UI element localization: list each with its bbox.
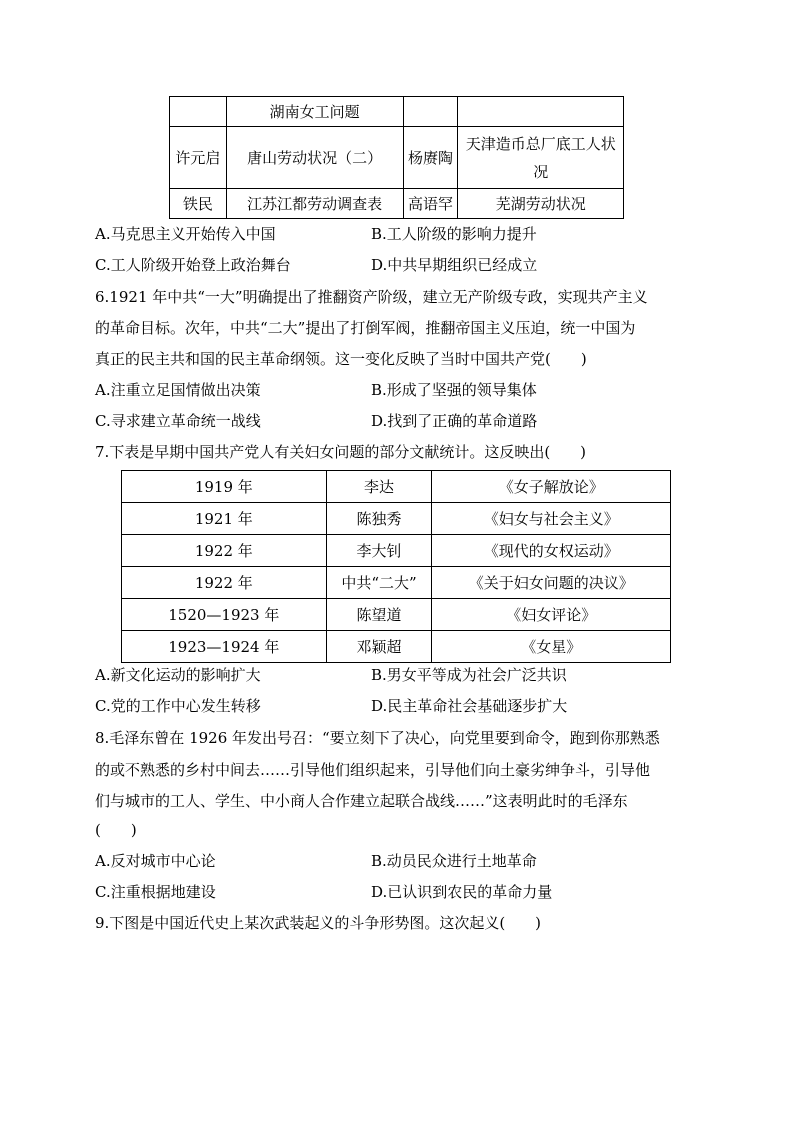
table-cell: 1921 年 [122, 503, 327, 535]
table-row [122, 567, 671, 599]
q8-answer-blank: ( ) [95, 821, 137, 839]
table-cell: 《关于妇女问题的决议》 [432, 567, 671, 599]
q5-option-c[interactable]: C.工人阶级开始登上政治舞台 [95, 256, 291, 274]
q8-stem-line: 8.毛泽东曾在 1926 年发出号召：“要立刻下了决心，向党里要到命令，跑到你那熟悉 [95, 729, 660, 747]
table-cell [403, 97, 458, 127]
table-cell: 1923—1924 年 [122, 631, 327, 663]
table-cell: 《妇女评论》 [432, 599, 671, 631]
q8-stem-line: 们与城市的工人、学生、中小商人合作建立起联合战线……”这表明此时的毛泽东 [95, 792, 628, 810]
table-cell [458, 97, 624, 127]
q6-option-c[interactable]: C.寻求建立革命统一战线 [95, 412, 261, 430]
table-cell: 天津造币总厂底工人状况 [458, 127, 624, 189]
table-row [122, 471, 671, 503]
table-cell: 1520—1923 年 [122, 599, 327, 631]
table-cell: 芜湖劳动状况 [458, 189, 624, 219]
womens-issues-table [121, 470, 671, 663]
table-cell [170, 97, 227, 127]
table-cell: 1919 年 [122, 471, 327, 503]
table-cell: 《女星》 [432, 631, 671, 663]
table-cell: 1922 年 [122, 567, 327, 599]
q6-stem-line: 6.1921 年中共“一大”明确提出了推翻资产阶级，建立无产阶级专政，实现共产主义 [95, 288, 648, 306]
table-cell: 江苏江都劳动调查表 [226, 189, 403, 219]
table-cell: 陈独秀 [326, 503, 432, 535]
table-cell: 高语罕 [403, 189, 458, 219]
labor-survey-table [169, 96, 624, 219]
q5-option-d[interactable]: D.中共早期组织已经成立 [371, 256, 538, 274]
q8-option-a[interactable]: A.反对城市中心论 [95, 852, 216, 870]
q6-option-b[interactable]: B.形成了坚强的领导集体 [371, 381, 537, 399]
table-cell: 李大钊 [326, 535, 432, 567]
table-cell: 邓颖超 [326, 631, 432, 663]
table-cell: 唐山劳动状况（二） [226, 127, 403, 189]
q8-option-d[interactable]: D.已认识到农民的革命力量 [371, 883, 553, 901]
table-cell: 许元启 [170, 127, 227, 189]
table-row [122, 535, 671, 567]
q8-option-c[interactable]: C.注重根据地建设 [95, 883, 216, 901]
q7-option-c[interactable]: C.党的工作中心发生转移 [95, 697, 261, 715]
q6-stem-line: 真正的民主共和国的民主革命纲领。这一变化反映了当时中国共产党( ) [95, 350, 587, 368]
table-cell: 《现代的女权运动》 [432, 535, 671, 567]
table-cell: 陈望道 [326, 599, 432, 631]
table-cell: 铁民 [170, 189, 227, 219]
q5-option-a[interactable]: A.马克思主义开始传入中国 [95, 225, 276, 243]
q7-stem: 7.下表是早期中国共产党人有关妇女问题的部分文献统计。这反映出( ) [95, 443, 587, 461]
q6-option-a[interactable]: A.注重立足国情做出决策 [95, 381, 261, 399]
table-cell: 李达 [326, 471, 432, 503]
q8-stem-line: 的或不熟悉的乡村中间去……引导他们组织起来，引导他们向土豪劣绅争斗，引导他 [95, 761, 651, 779]
q6-option-d[interactable]: D.找到了正确的革命道路 [371, 412, 538, 430]
q7-option-a[interactable]: A.新文化运动的影响扩大 [95, 666, 261, 684]
q7-option-d[interactable]: D.民主革命社会基础逐步扩大 [371, 697, 568, 715]
table-row [122, 503, 671, 535]
table-row [170, 97, 624, 127]
q9-stem: 9.下图是中国近代史上某次武装起义的斗争形势图。这次起义( ) [95, 914, 542, 932]
table-cell: 《女子解放论》 [432, 471, 671, 503]
table-row [122, 631, 671, 663]
table-cell: 湖南女工问题 [226, 97, 403, 127]
q6-stem-line: 的革命目标。次年，中共“二大”提出了打倒军阀，推翻帝国主义压迫，统一中国为 [95, 319, 636, 337]
table-row [122, 599, 671, 631]
q7-option-b[interactable]: B.男女平等成为社会广泛共识 [371, 666, 567, 684]
table-cell: 中共“二大” [326, 567, 432, 599]
table-cell: 1922 年 [122, 535, 327, 567]
q5-option-b[interactable]: B.工人阶级的影响力提升 [371, 225, 537, 243]
table-cell: 《妇女与社会主义》 [432, 503, 671, 535]
table-row [170, 127, 624, 189]
table-row [170, 189, 624, 219]
q8-option-b[interactable]: B.动员民众进行土地革命 [371, 852, 537, 870]
table-cell: 杨赓陶 [403, 127, 458, 189]
